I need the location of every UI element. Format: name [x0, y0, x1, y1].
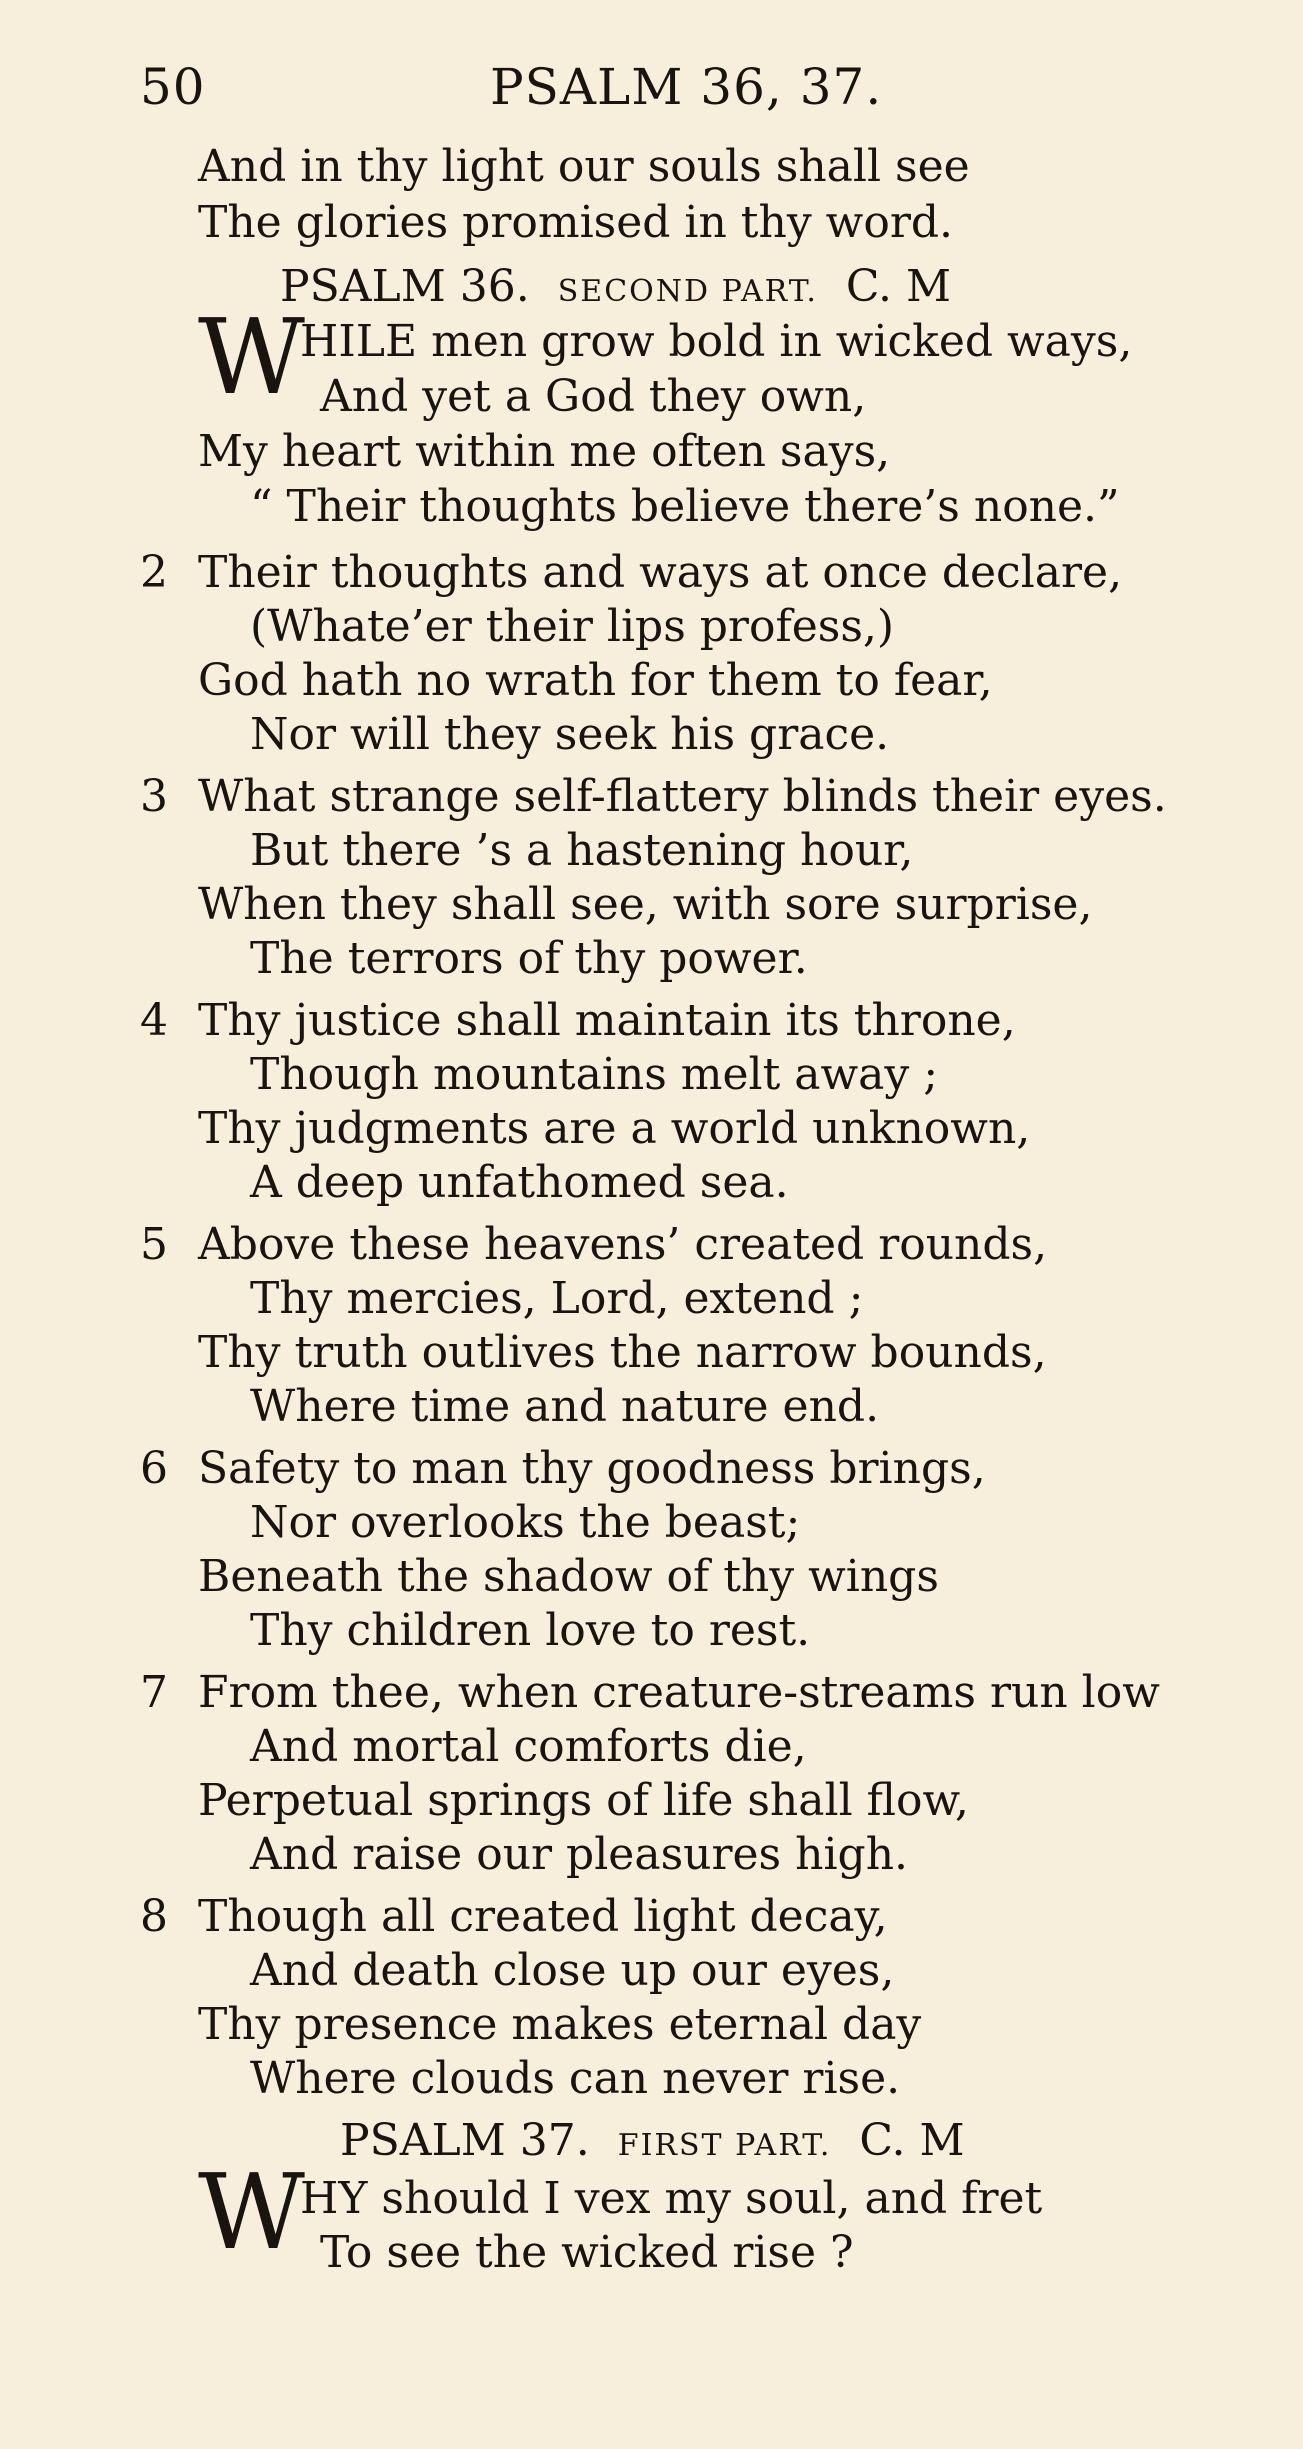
verse4-line-2: Though mountains melt away ;	[250, 1049, 939, 1100]
verse6-line-1: Safety to man thy goodness brings,	[198, 1443, 986, 1494]
verse4-line-1: Thy justice shall maintain its throne,	[198, 995, 1016, 1046]
psalm37-title: PSALM 37.	[340, 2115, 590, 2166]
page-number: 50	[140, 58, 206, 116]
psalm36-title: PSALM 36.	[280, 261, 530, 312]
psalm37-part: FIRST PART.	[617, 2128, 832, 2163]
verse2-line-1: Their thoughts and ways at once declare,	[198, 547, 1123, 598]
verse-number-4: 4	[140, 995, 168, 1046]
intro-line-1: And in thy light our souls shall see	[198, 141, 970, 192]
psalm37-drop-cap: W	[198, 2151, 305, 2273]
running-title: PSALM 36, 37.	[490, 58, 883, 116]
verse5-line-2: Thy mercies, Lord, extend ;	[250, 1273, 864, 1324]
verse3-line-4: The terrors of thy power.	[250, 933, 808, 984]
verse2-line-2: (Whate’er their lips profess,)	[250, 601, 895, 652]
verse-number-3: 3	[140, 771, 168, 822]
psalm37-meter: C. M	[859, 2115, 965, 2166]
psalm36-drop-cap: W	[198, 296, 305, 418]
verse3-line-1: What strange self-flattery blinds their eyes.	[198, 771, 1167, 822]
verse6-line-4: Thy children love to rest.	[250, 1605, 811, 1656]
verse7-line-1: From thee, when creature-streams run low	[198, 1667, 1160, 1718]
psalm36-part: SECOND PART.	[557, 274, 818, 309]
psalm37-second-line: To see the wicked rise ?	[320, 2227, 854, 2278]
verse3-line-2: But there ’s a hastening hour,	[250, 825, 914, 876]
psalm36-verse1-line-4: “ Their thoughts believe there’s none.”	[250, 481, 1120, 532]
psalm36-verse1-line-3: My heart within me often says,	[198, 426, 891, 477]
verse8-line-2: And death close up our eyes,	[250, 1945, 895, 1996]
verse4-line-4: A deep unfathomed sea.	[250, 1157, 789, 1208]
verse2-line-3: God hath no wrath for them to fear,	[198, 655, 993, 706]
verse8-line-1: Though all created light decay,	[198, 1891, 888, 1942]
psalm36-heading	[280, 260, 951, 319]
intro-line-2: The glories promised in thy word.	[198, 197, 954, 248]
psalm36-meter: C. M	[845, 261, 951, 312]
verse-number-7: 7	[140, 1667, 168, 1718]
verse5-line-4: Where time and nature end.	[250, 1381, 880, 1432]
psalm37-heading	[340, 2114, 965, 2173]
verse-number-8: 8	[140, 1891, 168, 1942]
verse7-line-3: Perpetual springs of life shall flow,	[198, 1775, 969, 1826]
verse5-line-1: Above these heavens’ created rounds,	[198, 1219, 1048, 1270]
verse6-line-2: Nor overlooks the beast;	[250, 1497, 801, 1548]
verse7-line-2: And mortal comforts die,	[250, 1721, 807, 1772]
verse6-line-3: Beneath the shadow of thy wings	[198, 1551, 939, 1602]
verse4-line-3: Thy judgments are a world unknown,	[198, 1103, 1031, 1154]
verse3-line-3: When they shall see, with sore surprise,	[198, 879, 1093, 930]
verse2-line-4: Nor will they seek his grace.	[250, 709, 890, 760]
psalm37-first-line: HY should I vex my soul, and fret	[300, 2173, 1043, 2224]
psalm36-first-line: HILE men grow bold in wicked ways,	[300, 316, 1133, 367]
psalm36-verse1-line-2: And yet a God they own,	[320, 371, 867, 422]
verse-number-2: 2	[140, 547, 168, 598]
verse-number-6: 6	[140, 1443, 168, 1494]
verse8-line-3: Thy presence makes eternal day	[198, 1999, 922, 2050]
verse-number-5: 5	[140, 1219, 168, 1270]
verse7-line-4: And raise our pleasures high.	[250, 1829, 909, 1880]
verse8-line-4: Where clouds can never rise.	[250, 2053, 901, 2104]
verse5-line-3: Thy truth outlives the narrow bounds,	[198, 1327, 1047, 1378]
